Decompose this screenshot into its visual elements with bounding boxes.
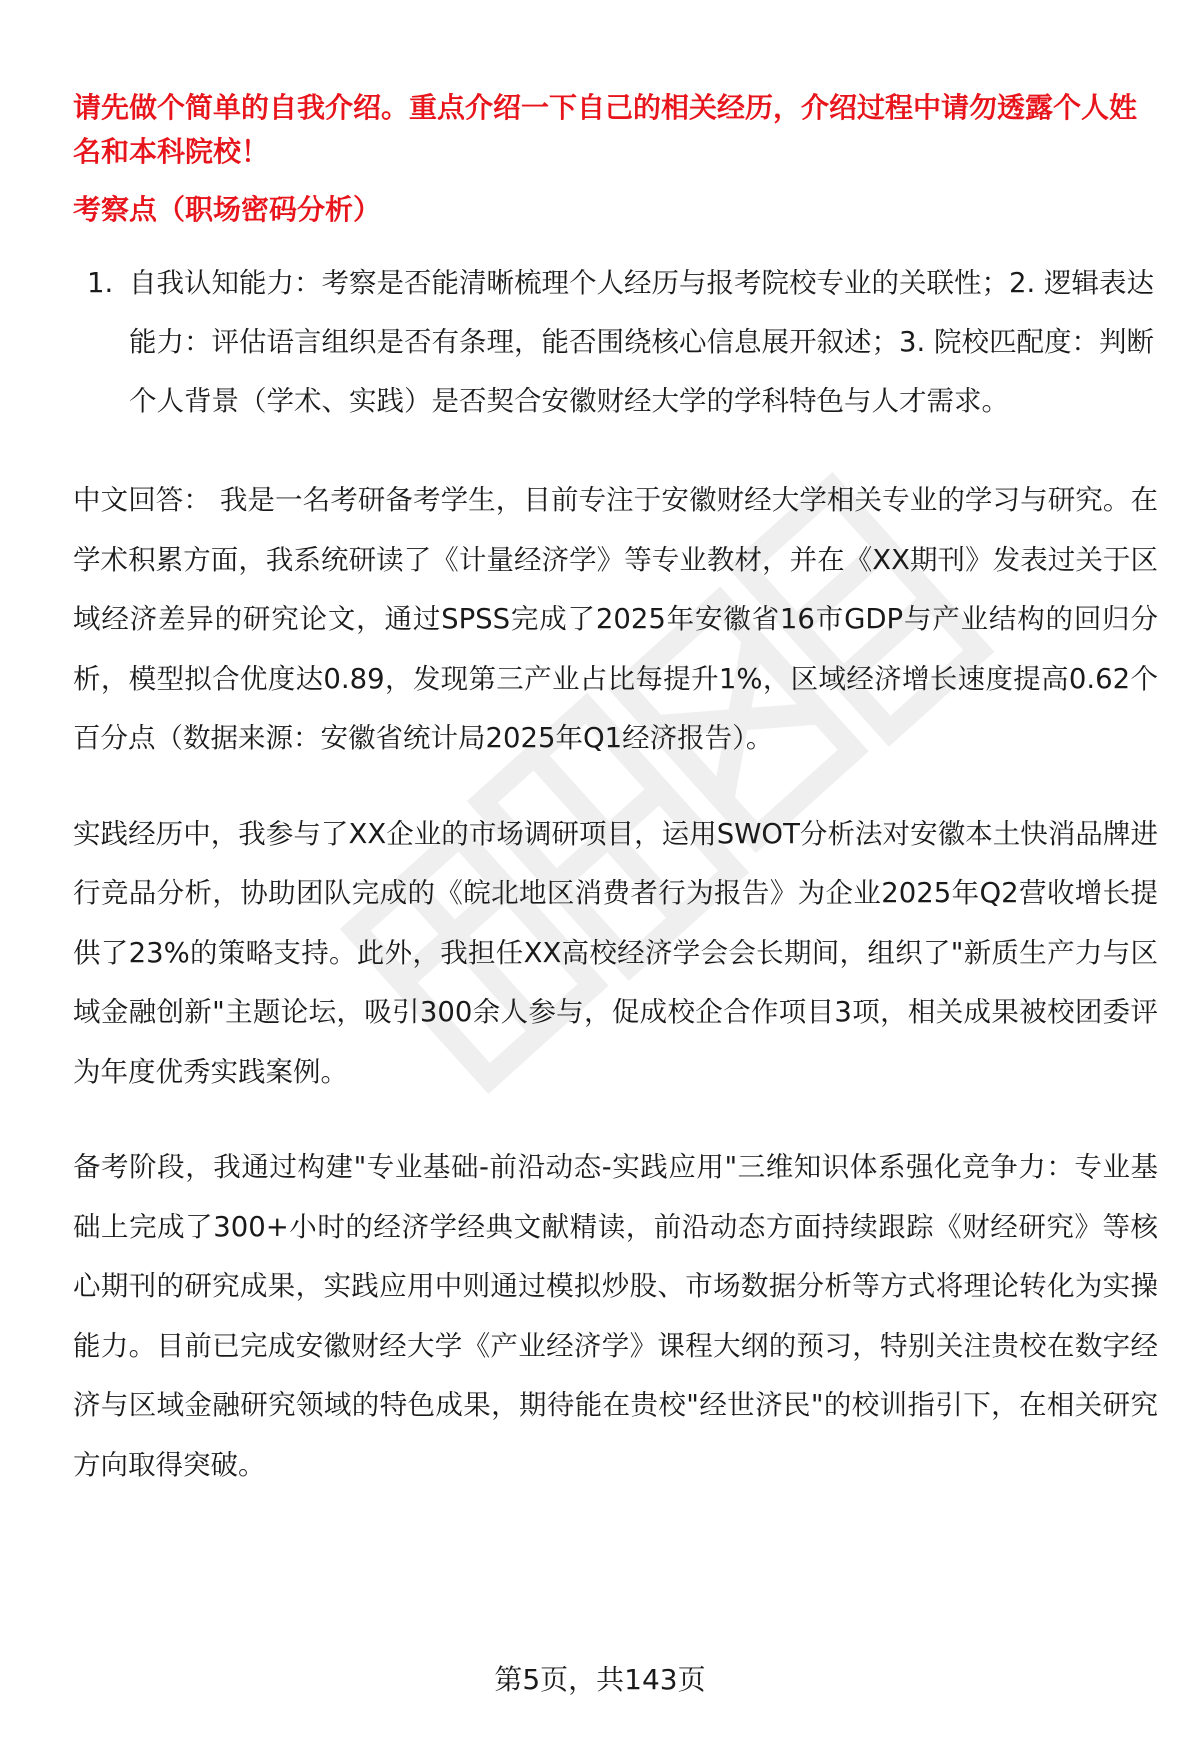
answer-paragraph-practice: 实践经历中，我参与了XX企业的市场调研项目，运用SWOT分析法对安徽本土快消品牌进行竞品分析，协助团队完成的《皖北地区消费者行为报告》为企业2025年Q2营收增长提供了23%的策略支持。此外，我担任XX高校经济学会会长期间，组织了"新质生产力与区域金融创新"主题论坛，吸引300余人参与，促成校企合作项目3项，相关成果被校团委评为年度优秀实践案例。 [73, 817, 1158, 1088]
document-content [73, 86, 1158, 1531]
page-number-footer: 第5页，共143页 [494, 1663, 706, 1696]
list-item [73, 254, 1158, 431]
list-item-number: 1. [87, 267, 114, 299]
analysis-points-list [73, 254, 1158, 431]
list-item-text: 自我认知能力：考察是否能清晰梳理个人经历与报考院校专业的关联性；2. 逻辑表达能力：评估语言组织是否有条理，能否围绕核心信息展开叙述；3. 院校匹配度：判断个人背景（学术、实践）是否契合安徽财经大学的学科特色与人才需求。 [129, 267, 1154, 417]
question-heading: 请先做个简单的自我介绍。重点介绍一下自己的相关经历，介绍过程中请勿透露个人姓名和本科院校！ [73, 91, 1138, 168]
analysis-title: 考察点（职场密码分析） [73, 193, 382, 226]
answer-paragraph-academic: 中文回答： 我是一名考研备考学生，目前专注于安徽财经大学相关专业的学习与研究。在学术积累方面，我系统研读了《计量经济学》等专业教材，并在《XX期刊》发表过关于区域经济差异的研究论文，通过SPSS完成了2025年安徽省16市GDP与产业结构的回归分析，模型拟合优度达0.89，发现第三产业占比每提升1%，区域经济增长速度提高0.62个百分点（数据来源：安徽省统计局2025年Q1经济报告）。 [73, 484, 1158, 754]
answer-paragraph-preparation: 备考阶段，我通过构建"专业基础-前沿动态-实践应用"三维知识体系强化竞争力：专业基础上完成了300+小时的经济学经典文献精读，前沿动态方面持续跟踪《财经研究》等核心期刊的研究成果，实践应用中则通过模拟炒股、市场数据分析等方式将理论转化为实操能力。目前已完成安徽财经大学《产业经济学》课程大纲的预习，特别关注贵校在数字经济与区域金融研究领域的特色成果，期待能在贵校"经世济民"的校训指引下，在相关研究方向取得突破。 [73, 1151, 1158, 1481]
